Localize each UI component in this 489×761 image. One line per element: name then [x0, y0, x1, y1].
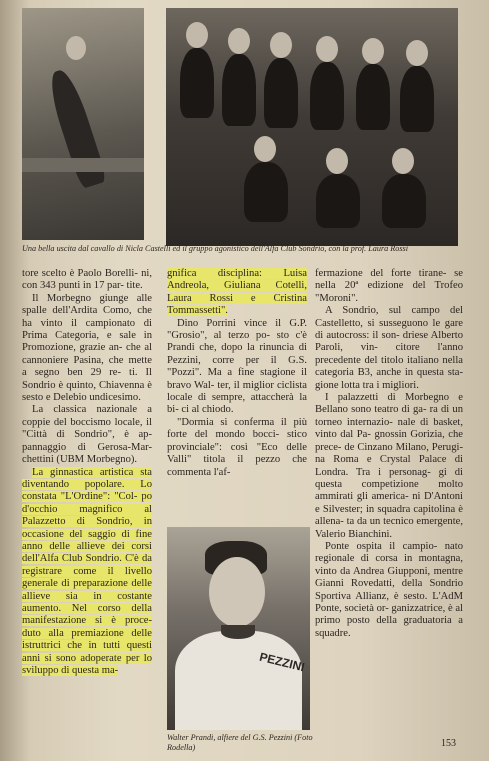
photo-walter-prandi — [167, 527, 310, 730]
page-number: 153 — [441, 738, 456, 749]
highlighted-text: La ginnastica artistica sta diventando popolare. Lo constata "L'Ordine": "Col- po d'occhio magnifico al Palazzetto di Sondrio, in occasione del saggio di fine anno delle allieve dei corsi dell'Alfa Club Sondrio. C'è da registrare come il livello generale di preparazione delle allieve sia in costante aumento. Nel corso della manifestazione si è proce- duto alla premiazione delle istruttrici che in tutti questi anni si sono adoperate per lo sviluppo di questa ma- — [22, 466, 152, 676]
caption-bottom: Walter Prandi, alfiere del G.S. Pezzini (Foto Rodella) — [167, 733, 313, 752]
text-column-1 — [22, 268, 152, 677]
photo-gymnast-vault — [22, 8, 144, 240]
text-column-3 — [315, 268, 463, 640]
text-column-2 — [167, 268, 307, 479]
paragraph: fermazione del forte tirane- se nella 20ª edizione del Trofeo "Moroni". — [315, 268, 463, 304]
highlighted-text: gnifica disciplina: Luisa Andreola, Giuliana Cotelli, Laura Rossi e Cristina Tommassetti". — [167, 268, 307, 317]
paragraph: Dino Porrini vince il G.P. "Grosio", al terzo po- sto c'è Prandi che, dopo la rinuncia di Pezzini, corre per il G.S. "Pozzi". Ma a fine stagione il bravo Wal- ter, il miglior ciclista locale di sempre, attaccherà la bi- ci al chiodo. — [167, 317, 307, 416]
paragraph: Ponte ospita il campio- nato regionale di corsa in montagna, vinto da Andrea Giupponi, mentre Gianni Rovedatti, della Sondrio Sportiva Allianz, è sesto. L'AdM Ponte, società or- ganizzatrice, è al primo posto della graduatoria a squadre. — [315, 540, 463, 639]
paragraph: tore scelto è Paolo Borelli- ni, con 343 punti in 17 par- tite. — [22, 268, 152, 292]
paragraph: Il Morbegno giunge alle spalle dell'Ardita Como, che ha vinto il campionato di Prima Categoria, e sale in Promozione, grazie an- che al cannoniere Pasina, che mette a segno ben 29 re- ti. Il Sondrio è quinto, Chiavenna è sesto e Delebio undicesimo. — [22, 292, 152, 404]
caption-top: Una bella uscita dal cavallo di Nicla Castelli ed il gruppo agonistico dell'Alfa Club Sondrio, con la prof. Laura Rossi — [22, 244, 409, 253]
jersey-lettering: PEZZINI — [257, 649, 307, 675]
paragraph: La classica nazionale a coppie del boccismo locale, il "Città di Sondrio", è ap- pannaggio di Gerosa-Mar- chettini (UBM Morbegno). — [22, 404, 152, 466]
paragraph: A Sondrio, sul campo del Castelletto, si susseguono le gare di autocross: il son- driese Alberto Paroli, vin- citore l'anno precedente del titolo italiano nella categoria B3, anche in questa sta- gione lotta tra i migliori. — [315, 305, 463, 391]
paragraph: I palazzetti di Morbegno e Bellano sono teatro di ga- ra di un torneo internazio- nale di basket, vinto dal Pa- gnossin Gorizia, che prece- de Cinzano Milano, Perugi- na Roma e Crystal Palace di Londra. Tra i personag- gi di questa competizione molto ammirati gli america- ni D'Antoni e Silvester; in squadra capitolina è allena- ta da un tecnico emergente, Valerio Bianchini. — [315, 392, 463, 540]
paragraph: "Dormia si conferma il più forte del mondo bocci- stico provinciale": così "Eco delle Valli" titola il pezzo che commenta l'af- — [167, 416, 307, 478]
photo-gymnastics-group — [166, 8, 458, 246]
